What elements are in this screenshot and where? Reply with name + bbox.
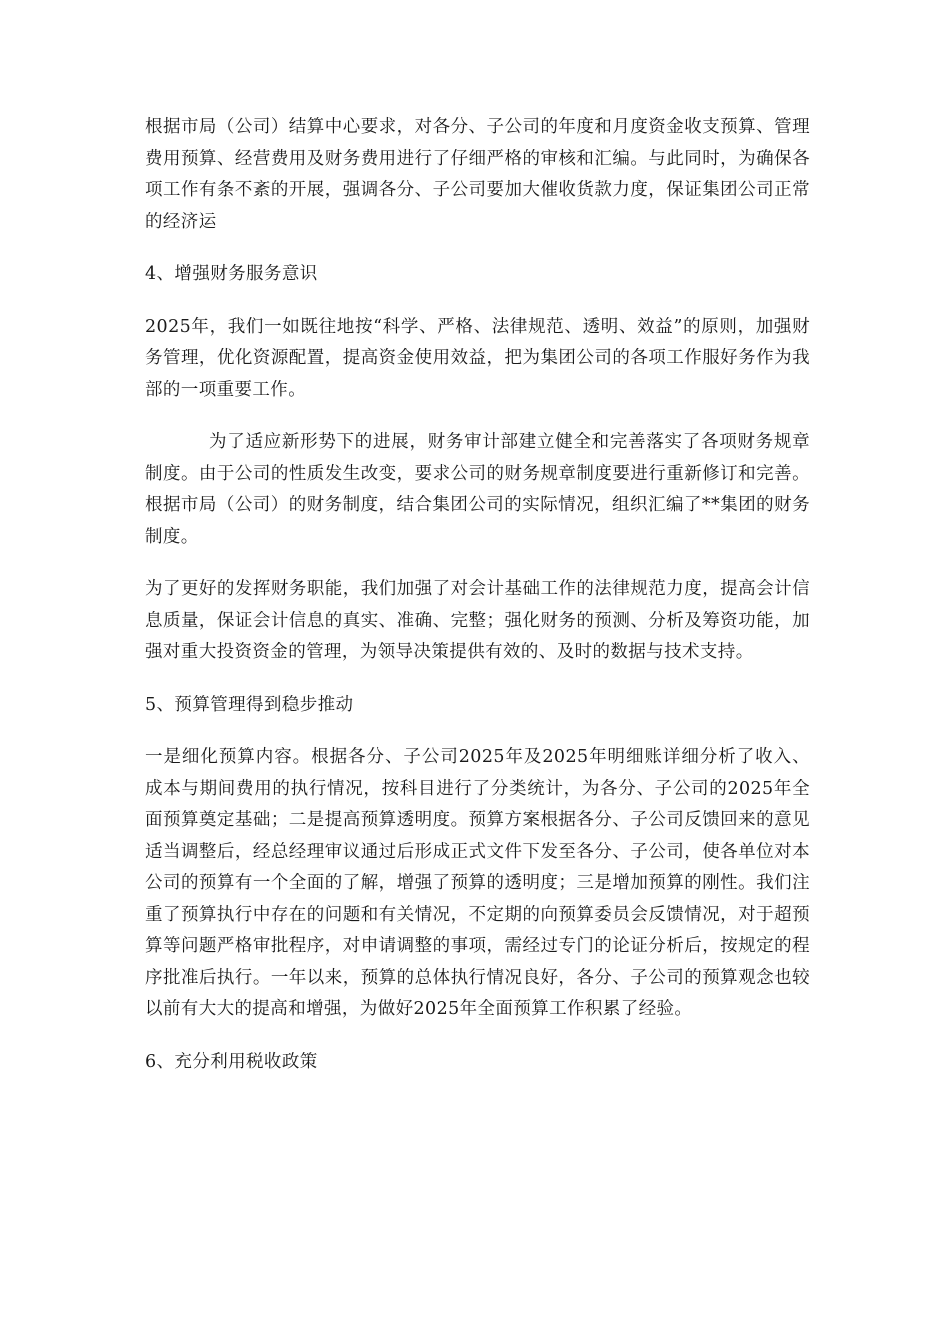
paragraph-service-awareness: 2025年，我们一如既往地按“科学、严格、法律规范、透明、效益”的原则，加强财务管理，优化资源配置，提高资金使用效益，把为集团公司的各项工作服好务作为我部的一项重要工作。 (145, 316, 810, 400)
paragraph-financial-functions: 为了更好的发挥财务职能，我们加强了对会计基础工作的法律规范力度，提高会计信息质量，保证会计信息的真实、准确、完整；强化财务的预测、分析及筹资功能，加强对重大投资资金的管理，为领导决策提供有效的、及时的数据与技术支持。 (145, 579, 810, 662)
heading-section-4: 4、增强财务服务意识 (145, 264, 318, 284)
document-page (145, 112, 810, 1078)
heading-section-6: 6、充分利用税收政策 (145, 1051, 318, 1072)
heading-section-5: 5、预算管理得到稳步推动 (145, 694, 354, 715)
paragraph-regulations: 为了适应新形势下的进展，财务审计部建立健全和完善落实了各项财务规章制度。由于公司的性质发生改变，要求公司的财务规章制度要进行重新修订和完善。根据市局（公司）的财务制度，结合集团公司的实际情况，组织汇编了**集团的财务制度。 (145, 432, 810, 547)
paragraph-budget-management: 一是细化预算内容。根据各分、子公司2025年及2025年明细账详细分析了收入、成本与期间费用的执行情况，按科目进行了分类统计，为各分、子公司的2025年全面预算奠定基础；二是提高预算透明度。预算方案根据各分、子公司反馈回来的意见适当调整后，经总经理审议通过后形成正式文件下发至各分、子公司，使各单位对本公司的预算有一个全面的了解，增强了预算的透明度；三是增加预算的刚性。我们注重了预算执行中存在的问题和有关情况，不定期的向预算委员会反馈情况，对于超预算等问题严格审批程序，对申请调整的事项，需经过专门的论证分析后，按规定的程序批准后执行。一年以来，预算的总体执行情况良好，各分、子公司的预算观念也较以前有大大的提高和增强，为做好2025年全面预算工作积累了经验。 (145, 747, 810, 1019)
paragraph-settlement-center: 根据市局（公司）结算中心要求，对各分、子公司的年度和月度资金收支预算、管理费用预算、经营费用及财务费用进行了仔细严格的审核和汇编。与此同时，为确保各项工作有条不紊的开展，强调各分、子公司要加大催收货款力度，保证集团公司正常的经济运 (145, 117, 810, 232)
